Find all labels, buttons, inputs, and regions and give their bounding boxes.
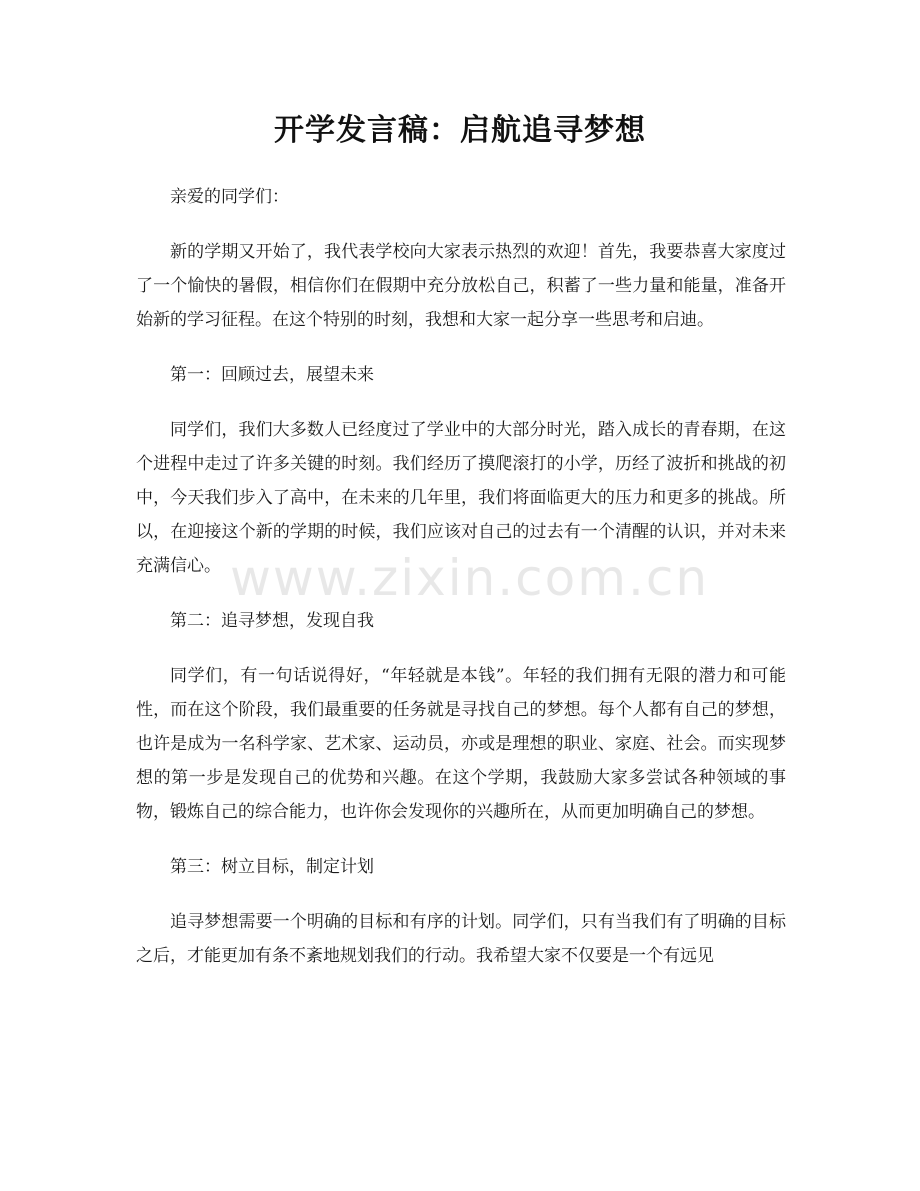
section-heading-2: 第二：追寻梦想，发现自我 xyxy=(170,611,374,631)
intro-paragraph: 新的学期又开始了，我代表学校向大家表示热烈的欢迎！首先，我要恭喜大家度过了一个愉快的暑假，相信你们在假期中充分放松自己，积蓄了一些力量和能量，准备开始新的学习征程。在这个特别的时刻，我想和大家一起分享一些思考和启迪。 xyxy=(136,242,786,330)
section-paragraph-1: 同学们，我们大多数人已经度过了学业中的大部分时光，踏入成长的青春期，在这个进程中走过了许多关键的时刻。我们经历了摸爬滚打的小学，历经了波折和挑战的初中，今天我们步入了高中，在未来的几年里，我们将面临更大的压力和更多的挑战。所以，在迎接这个新的学期的时候，我们应该对自己的过去有一个清醒的认识，并对未来充满信心。 xyxy=(136,420,786,576)
document-body xyxy=(136,180,786,994)
greeting-paragraph: 亲爱的同学们： xyxy=(170,187,289,207)
section-heading-3: 第三：树立目标，制定计划 xyxy=(170,857,374,877)
section-paragraph-3: 追寻梦想需要一个明确的目标和有序的计划。同学们，只有当我们有了明确的目标之后，才能更加有条不紊地规划我们的行动。我希望大家不仅要是一个有远见 xyxy=(136,912,786,966)
section-paragraph-2: 同学们，有一句话说得好，“年轻就是本钱”。年轻的我们拥有无限的潜力和可能性，而在这个阶段，我们最重要的任务就是寻找自己的梦想。每个人都有自己的梦想，也许是成为一名科学家、艺术家、运动员，亦或是理想的职业、家庭、社会。而实现梦想的第一步是发现自己的优势和兴趣。在这个学期，我鼓励大家多尝试各种领域的事物，锻炼自己的综合能力，也许你会发现你的兴趣所在，从而更加明确自己的梦想。 xyxy=(136,666,786,822)
section-heading-1: 第一：回顾过去，展望未来 xyxy=(170,365,374,385)
watermark-text: www.zixin.com.cn xyxy=(230,549,710,607)
document-title: 开学发言稿：启航追寻梦想 xyxy=(274,113,646,148)
